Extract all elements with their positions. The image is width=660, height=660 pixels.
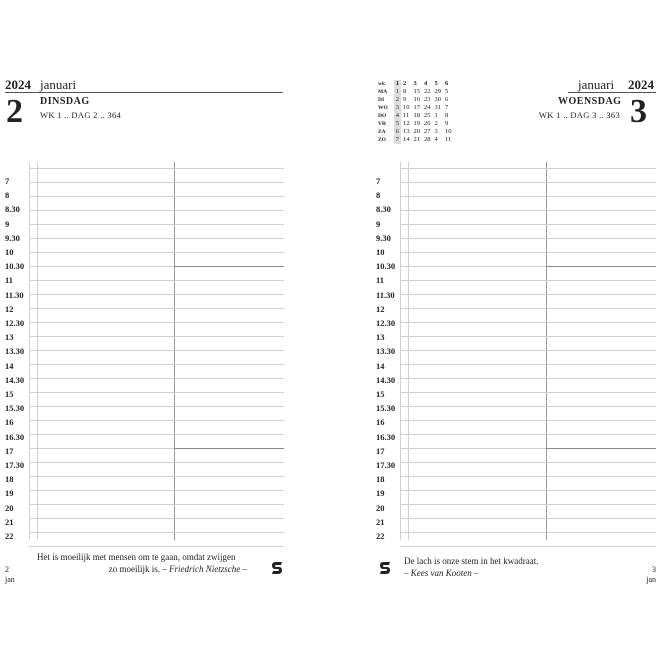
mini-calendar-date: 25 (424, 112, 431, 119)
grid-row-line (29, 378, 284, 379)
time-label: 13.30 (5, 346, 25, 357)
grid-row-line (400, 224, 656, 225)
grid-row-line (29, 252, 284, 253)
time-label: 20 (5, 502, 14, 513)
mini-calendar-date: 17 (413, 104, 421, 111)
time-label: 12.30 (376, 318, 396, 328)
time-label: 16.30 (376, 431, 396, 442)
grid-row-line (29, 392, 284, 393)
mini-calendar-weekday: DO (378, 113, 387, 119)
mini-calendar-date: 13 (403, 128, 410, 135)
brand-logo-icon (378, 561, 392, 575)
right-page-number: 3 (652, 565, 656, 574)
brand-logo-icon (270, 561, 284, 575)
mini-calendar-weekday: DI (378, 97, 385, 103)
mini-calendar-date: 2 (395, 96, 400, 103)
mini-month-calendar (376, 80, 454, 144)
left-page-number: 2 (5, 565, 9, 574)
grid-column-divider (29, 162, 30, 540)
time-label: 22 (376, 531, 385, 541)
grid-row-line (400, 490, 656, 491)
right-schedule-grid[interactable] (400, 162, 656, 540)
mini-calendar-date: 8 (403, 88, 407, 95)
mini-calendar-date: 4 (395, 112, 400, 119)
grid-row-line (400, 462, 656, 463)
left-quote-line2-wrap (37, 563, 267, 575)
grid-row-line (29, 336, 284, 337)
mini-calendar-date: 21 (413, 136, 421, 143)
grid-row-line (29, 224, 284, 225)
grid-row-line (400, 196, 656, 197)
time-label: 18 (376, 474, 385, 485)
time-label: 8 (376, 190, 381, 201)
mini-calendar-row (376, 128, 454, 136)
mini-calendar-row (376, 96, 454, 104)
time-label: 10.30 (376, 261, 396, 272)
time-label: 9 (5, 218, 10, 229)
mini-calendar-date: 22 (424, 88, 431, 95)
mini-calendar-date: 6 (445, 96, 449, 103)
left-year: 2024 (5, 77, 31, 92)
grid-row-line (400, 168, 656, 169)
grid-row-line (400, 434, 656, 435)
left-quote (37, 551, 267, 575)
grid-block-marker (546, 448, 656, 449)
mini-calendar-date: 26 (424, 120, 431, 127)
time-label: 20 (376, 502, 385, 513)
time-label: 9.30 (5, 232, 20, 243)
mini-calendar-weekday: VR (378, 121, 386, 127)
right-month: januari (578, 77, 615, 92)
mini-calendar-weekday: MA (378, 89, 388, 95)
time-label: 19 (5, 488, 14, 499)
mini-calendar-date: 1 (395, 88, 400, 95)
grid-row-line (400, 350, 656, 351)
mini-calendar-row (376, 120, 454, 128)
mini-calendar-date: 20 (413, 128, 421, 135)
mini-calendar-week-number: 2 (403, 80, 407, 87)
grid-row-line (29, 238, 284, 239)
grid-row-line (400, 252, 656, 253)
time-label: 10 (376, 247, 385, 257)
mini-calendar-date: 3 (434, 128, 438, 135)
grid-row-line (400, 364, 656, 365)
mini-calendar-date: 11 (445, 136, 452, 143)
grid-row-line (400, 532, 656, 533)
grid-column-divider (174, 162, 175, 540)
mini-calendar-date: 15 (413, 88, 421, 95)
grid-row-line (400, 420, 656, 421)
time-label: 11 (376, 275, 385, 286)
grid-block-marker (174, 266, 284, 267)
grid-row-line (400, 406, 656, 407)
time-label: 8.30 (376, 204, 391, 215)
grid-row-line (29, 364, 284, 365)
mini-calendar-date: 18 (413, 112, 421, 119)
time-label: 16.30 (5, 431, 25, 442)
grid-row-line (29, 308, 284, 309)
grid-row-line (29, 196, 284, 197)
left-schedule-grid[interactable] (29, 162, 284, 540)
grid-column-divider (408, 162, 409, 540)
time-label: 9 (376, 218, 381, 229)
grid-row-line (400, 546, 656, 547)
mini-calendar-wk-label: wk (378, 81, 386, 87)
time-label: 9.30 (376, 232, 391, 243)
grid-row-line (400, 182, 656, 183)
mini-calendar-date: 2 (434, 120, 438, 127)
right-year: 2024 (628, 77, 654, 92)
time-label: 16 (376, 417, 385, 428)
mini-calendar-weekday: ZA (378, 129, 386, 135)
mini-calendar-weekday: WO (378, 105, 388, 111)
time-label: 17 (5, 445, 14, 456)
grid-row-line (400, 294, 656, 295)
time-label: 14.30 (5, 374, 25, 385)
time-label: 13 (376, 332, 385, 343)
right-quote (404, 555, 624, 579)
mini-calendar-row (376, 88, 454, 96)
time-label: 10.30 (5, 261, 25, 272)
mini-calendar-date: 29 (434, 88, 442, 95)
grid-row-line (29, 490, 284, 491)
mini-calendar-week-number: 4 (424, 80, 428, 87)
time-label: 17.30 (5, 460, 25, 470)
left-quote-author: – Friedrich Nietzsche – (162, 564, 247, 574)
right-quote-author: – Kees van Kooten – (404, 568, 479, 578)
time-label: 15 (376, 389, 385, 399)
grid-row-line (29, 420, 284, 421)
time-label: 12 (5, 303, 14, 314)
right-day-name: WOENSDAG (558, 96, 622, 107)
time-label: 10 (5, 247, 14, 257)
mini-calendar-date: 24 (424, 104, 431, 111)
time-label: 11.30 (376, 289, 395, 300)
right-quote-line1: De lach is onze stem in het kwadraat. (404, 556, 539, 566)
right-page-footer (644, 565, 656, 585)
time-label: 7 (376, 176, 381, 186)
time-label: 11.30 (5, 289, 24, 300)
mini-calendar-date: 3 (395, 104, 400, 111)
time-label: 13.30 (376, 346, 396, 357)
left-page-month: jan (5, 575, 15, 584)
left-header-rule (5, 92, 283, 93)
mini-calendar-week-number: 3 (413, 80, 417, 87)
grid-row-line (29, 168, 284, 169)
time-label: 8 (5, 190, 10, 201)
grid-row-line (29, 518, 284, 519)
grid-column-divider (400, 162, 401, 540)
time-label: 15.30 (376, 403, 396, 414)
grid-row-line (29, 280, 284, 281)
time-label: 14 (376, 360, 385, 371)
mini-calendar-date: 28 (424, 136, 431, 143)
grid-row-line (29, 182, 284, 183)
grid-row-line (29, 476, 284, 477)
grid-row-line (29, 434, 284, 435)
grid-block-marker (546, 266, 656, 267)
time-label: 13 (5, 332, 14, 343)
left-page-footer (5, 565, 15, 585)
grid-row-line (400, 476, 656, 477)
mini-calendar-week-number: 1 (395, 80, 400, 87)
grid-row-line (400, 392, 656, 393)
grid-row-line (29, 532, 284, 533)
mini-calendar-date: 11 (403, 112, 410, 119)
left-quote-line2: zo moeilijk is. (108, 564, 160, 574)
mini-calendar-date: 10 (445, 128, 452, 135)
mini-calendar-date: 19 (413, 120, 421, 127)
mini-calendar-date: 4 (434, 136, 438, 143)
mini-calendar-date: 5 (445, 88, 449, 95)
time-label: 8.30 (5, 204, 20, 215)
mini-calendar-header (376, 80, 454, 88)
grid-row-line (29, 504, 284, 505)
right-week-info: WK 1 .. DAG 3 .. 363 (538, 110, 620, 120)
grid-row-line (400, 210, 656, 211)
mini-calendar-date: 9 (403, 96, 407, 103)
mini-calendar-date: 8 (445, 112, 449, 119)
right-page-month: jan (646, 575, 656, 584)
time-label: 14 (5, 360, 14, 371)
grid-row-line (400, 238, 656, 239)
grid-block-marker (174, 448, 284, 449)
grid-row-line (400, 518, 656, 519)
grid-row-line (400, 504, 656, 505)
left-quote-line1: Het is moeilijk met mensen om te gaan, omdat zwijgen (37, 552, 236, 562)
grid-column-divider (546, 162, 547, 540)
mini-calendar-date: 9 (445, 120, 449, 127)
mini-calendar-date: 7 (395, 136, 400, 143)
left-month: januari (40, 77, 77, 92)
mini-calendar-date: 7 (445, 104, 449, 111)
mini-calendar-row (376, 104, 454, 112)
mini-calendar-date: 14 (403, 136, 410, 143)
mini-calendar-date: 27 (424, 128, 431, 135)
mini-calendar-date: 30 (434, 96, 442, 103)
time-label: 21 (376, 516, 385, 527)
mini-calendar-date: 16 (413, 96, 421, 103)
right-day-number: 3 (630, 93, 647, 130)
grid-row-line (29, 210, 284, 211)
mini-calendar-date: 1 (434, 112, 438, 119)
grid-row-line (400, 308, 656, 309)
time-label: 17 (376, 445, 385, 456)
mini-calendar-date: 12 (403, 120, 410, 127)
time-label: 15.30 (5, 403, 25, 414)
time-label: 19 (376, 488, 385, 499)
grid-row-line (400, 336, 656, 337)
mini-calendar-weekday: ZO (378, 137, 386, 143)
time-label: 22 (5, 531, 14, 541)
time-label: 21 (5, 516, 14, 527)
grid-row-line (400, 378, 656, 379)
time-label: 12.30 (5, 318, 25, 328)
grid-row-line (400, 280, 656, 281)
grid-row-line (29, 406, 284, 407)
grid-row-line (29, 322, 284, 323)
mini-calendar-row (376, 112, 454, 120)
time-label: 12 (376, 303, 385, 314)
mini-calendar-week-number: 6 (445, 80, 449, 87)
grid-row-line (29, 546, 284, 547)
mini-calendar-week-number: 5 (434, 80, 438, 87)
time-label: 17.30 (376, 460, 396, 470)
mini-calendar-date: 6 (395, 128, 400, 135)
mini-calendar-row (376, 136, 454, 144)
grid-row-line (400, 322, 656, 323)
left-week-info: WK 1 .. DAG 2 .. 364 (40, 110, 122, 120)
time-label: 7 (5, 176, 10, 186)
mini-calendar-date: 5 (395, 120, 400, 127)
mini-calendar-date: 10 (403, 104, 410, 111)
time-label: 15 (5, 389, 14, 399)
left-day-name: DINSDAG (40, 96, 90, 107)
mini-calendar-date: 31 (434, 104, 442, 111)
grid-row-line (29, 350, 284, 351)
left-day-number: 2 (6, 93, 23, 130)
mini-calendar-date: 23 (424, 96, 431, 103)
time-label: 11 (5, 275, 14, 286)
grid-column-divider (37, 162, 38, 540)
grid-row-line (29, 462, 284, 463)
time-label: 16 (5, 417, 14, 428)
time-label: 18 (5, 474, 14, 485)
grid-row-line (29, 294, 284, 295)
time-label: 14.30 (376, 374, 396, 385)
